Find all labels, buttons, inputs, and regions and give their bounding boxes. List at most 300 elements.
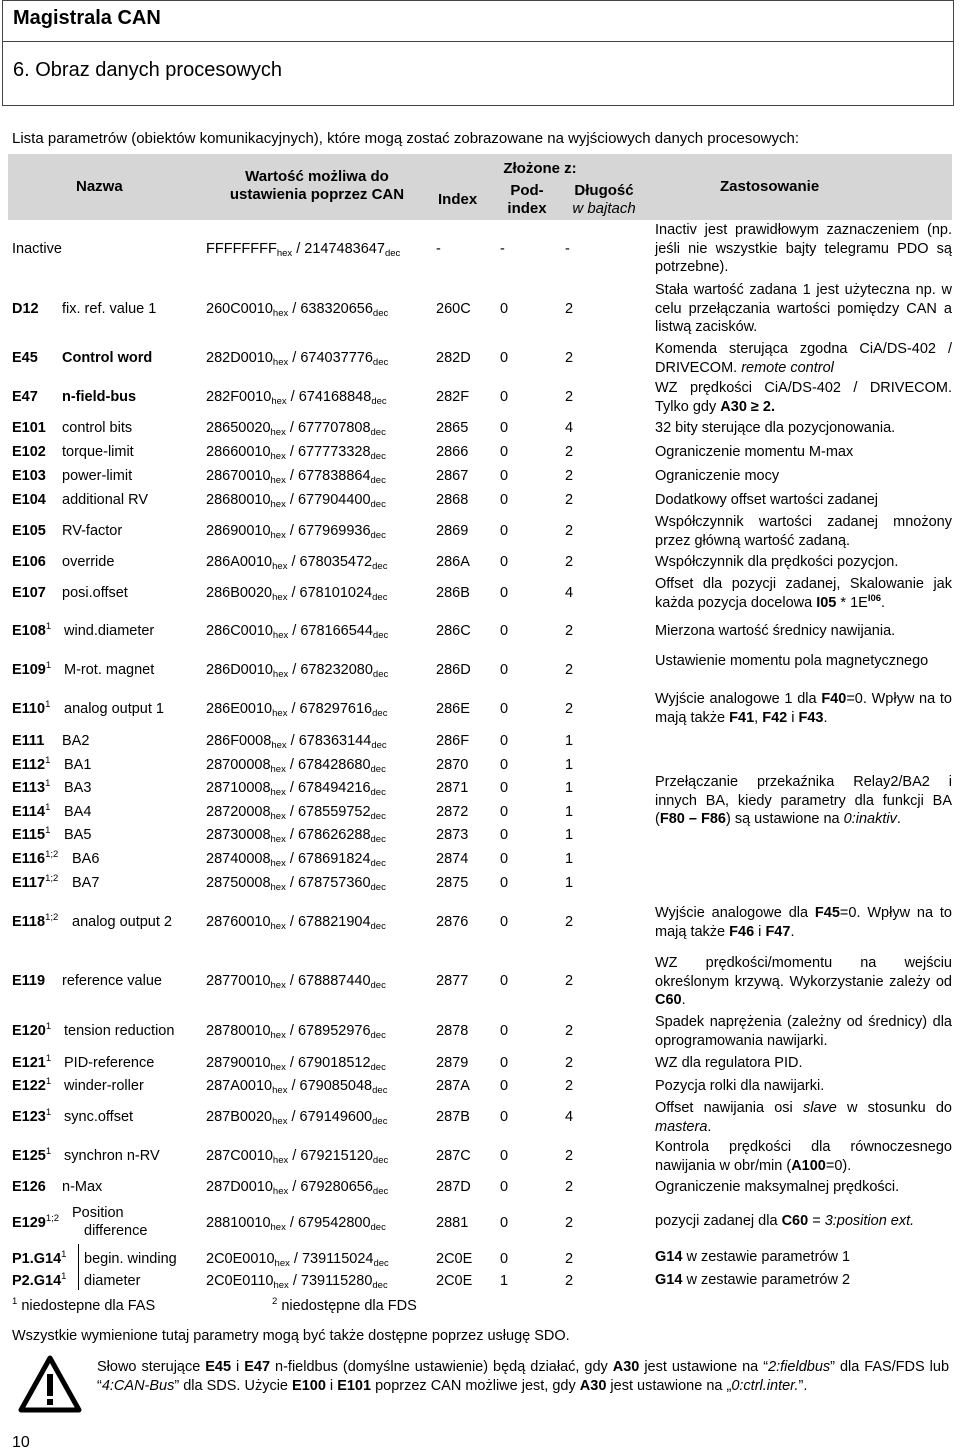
row-value-part: hex [270, 980, 286, 991]
row-value-part: hex [270, 1222, 286, 1233]
row-subindex: 0 [500, 662, 509, 678]
row-value-part: dec [372, 1116, 388, 1127]
row-length: 2 [565, 389, 574, 405]
row-index: 286C [436, 623, 471, 639]
t2: w zestawie parametrów 1 [682, 1249, 851, 1265]
row-name [64, 1147, 160, 1165]
app-e47 [655, 379, 952, 416]
row-value-part: / [292, 350, 297, 366]
row-value-part: dec [372, 669, 389, 680]
row-value-part: dec [370, 980, 386, 991]
row-name-text: wind.diameter [64, 623, 155, 639]
row-code-text: E102 [12, 444, 46, 460]
row-footnote-mark: 1;2 [45, 873, 59, 884]
app-e47-cond: ≥ 2. [746, 398, 775, 415]
row-name [64, 1108, 133, 1126]
row-value-part: dec [370, 921, 386, 932]
row-value-part: hex [271, 740, 287, 751]
col-header-wartosc-line2: ustawienia poprzez CAN [229, 186, 405, 203]
row-value [206, 874, 386, 892]
row-value-part: hex [272, 669, 289, 680]
row-value-part: / [289, 1215, 294, 1231]
app-e45-remote: remote control [741, 359, 834, 376]
row-value-part: 678363144 [298, 733, 372, 749]
row-value [206, 467, 386, 485]
row-value-part: / [296, 241, 301, 257]
app-e45-text: Komenda sterująca zgodna CiA/DS-402 / DRIVECOM. [655, 341, 952, 376]
app-e47-text: WZ prędkości CiA/DS-402 / DRIVECOM. Tylko gdy [655, 380, 952, 415]
t: ” dla FAS/FDS lub “ [97, 1359, 950, 1394]
row-value [206, 443, 386, 461]
row-footnote-mark: 1 [45, 621, 52, 632]
row-value-part: hex [272, 357, 289, 368]
row-value-part: hex [272, 561, 288, 572]
app-e109: Ustawienie momentu pola magnetycznego [655, 653, 929, 669]
row-value [206, 850, 386, 868]
footnote-2-text: niedostępne dla FDS [281, 1298, 417, 1314]
row-value-part: 678035472 [299, 554, 373, 570]
header-subtitle: 6. Obraz danych procesowych [13, 59, 283, 81]
row-index: 2876 [436, 914, 469, 930]
row-value-part: 677773328 [297, 444, 371, 460]
app-g14-1 [655, 1248, 952, 1267]
row-value-part: dec [372, 357, 389, 368]
row-code [12, 553, 46, 571]
row-code [12, 1054, 51, 1072]
row-value-part: hex [276, 248, 293, 259]
row-subindex: 0 [500, 701, 509, 717]
row-value-part: 674037776 [300, 350, 373, 366]
footnote-1-text: niedostepne dla FAS [21, 1298, 156, 1314]
row-subindex: 0 [500, 1023, 509, 1039]
row-length: 2 [565, 468, 574, 484]
row-value-part: dec [370, 451, 386, 462]
row-value-part: 739115280 [300, 1273, 373, 1289]
row-code-text: D12 [12, 301, 39, 317]
row-name-text: synchron n-RV [64, 1148, 160, 1164]
t: A30 [612, 1359, 640, 1375]
row-name-text: Control word [62, 350, 153, 366]
row-name [62, 1178, 102, 1196]
app-e107-i05: I05 [816, 594, 837, 611]
row-subindex: 0 [500, 1179, 509, 1195]
row-value [206, 661, 388, 679]
col-header-podindex-line2: index [507, 200, 547, 217]
row-length: 1 [565, 827, 574, 843]
t: E101 [337, 1378, 372, 1394]
row-value-part: 28810010 [206, 1215, 271, 1231]
row-name [62, 972, 162, 990]
row-index: 287B [436, 1109, 470, 1125]
row-name-text: power-limit [62, 468, 133, 484]
row-name-text: tension reduction [64, 1023, 175, 1039]
row-name-text: n-field-bus [62, 389, 137, 405]
row-value-part: dec [372, 592, 388, 603]
col-header-nazwa: Nazwa [76, 178, 123, 195]
app-e104: Dodatkowy offset wartości zadanej [655, 492, 878, 508]
row-index: 2873 [436, 827, 469, 843]
row-value-part: dec [370, 475, 386, 486]
row-index: 2877 [436, 973, 469, 989]
row-value-part: 678559752 [297, 804, 371, 820]
app-e107 [655, 575, 952, 612]
col-header-dlugosc-line2: w bajtach [572, 200, 636, 217]
row-name [64, 803, 91, 821]
t: jest ustawione na “ [639, 1359, 769, 1375]
row-code [12, 874, 58, 892]
row-value [206, 1214, 386, 1232]
row-index: 286B [436, 585, 470, 601]
t: 2:fieldbus [768, 1359, 831, 1375]
row-value-part: dec [372, 561, 388, 572]
t1: G14 [655, 1249, 683, 1265]
row-value-part: 260C0010 [206, 301, 273, 317]
col-header-dlugosc-line1: Długość [574, 182, 634, 199]
row-subindex: 0 [500, 875, 509, 891]
row-value-part: / [290, 389, 295, 405]
row-index: 2875 [436, 875, 469, 891]
row-value-part: dec [370, 787, 386, 798]
row-value-part: 28780010 [206, 1023, 271, 1039]
row-name-text: BA6 [72, 851, 100, 867]
t: 0:ctrl.inter. [731, 1378, 799, 1394]
row-subindex: 0 [500, 523, 509, 539]
row-subindex: 0 [500, 1109, 509, 1125]
row-value-part: 678166544 [300, 623, 373, 639]
row-name-text: additional RV [62, 492, 148, 508]
row-value-part: / [289, 1023, 294, 1039]
row-name [62, 443, 134, 461]
row-value-part: 679542800 [297, 1215, 371, 1231]
row-value-part: / [289, 973, 294, 989]
row-value-part: 679149600 [299, 1109, 373, 1125]
row-name [64, 826, 91, 844]
row-name [64, 622, 154, 640]
row-value [206, 1147, 388, 1165]
t5: . [707, 1118, 712, 1135]
row-value-part: dec [372, 308, 389, 319]
row-code-text: E109 [12, 662, 46, 678]
row-length: 2 [565, 1055, 574, 1071]
row-footnote-mark: 1;2 [45, 849, 59, 860]
row-value [206, 522, 386, 540]
row-value-part: 28730008 [206, 827, 271, 843]
row-footnote-mark: 1 [45, 699, 51, 710]
row-value-part: 678887440 [297, 973, 371, 989]
row-subindex: 1 [500, 1273, 509, 1289]
t3: = [808, 1213, 825, 1229]
row-value-part: / [292, 662, 297, 678]
row-index: 287A [436, 1078, 470, 1094]
row-value-part: 28650020 [206, 420, 271, 436]
row-value-part: / [292, 1148, 297, 1164]
row-code-text: E103 [12, 468, 46, 484]
warning-triangle-icon [18, 1355, 82, 1417]
t: E45 [205, 1359, 232, 1375]
row-code-text: Inactive [12, 241, 62, 257]
row-value-part: dec [370, 530, 386, 541]
row-code [12, 300, 39, 318]
t3: . [681, 992, 686, 1008]
t: Słowo sterujące [97, 1359, 206, 1375]
row-subindex: 0 [500, 733, 509, 749]
app-e122: Pozycja rolki dla nawijarki. [655, 1078, 825, 1094]
row-value-part: dec [370, 834, 386, 845]
g14-bracket [78, 1244, 80, 1290]
row-value-part: 678494216 [297, 780, 371, 796]
row-value-part: dec [370, 1062, 386, 1073]
row-index: 2867 [436, 468, 469, 484]
row-code-text: E113 [12, 780, 46, 796]
row-value-part: 678691824 [297, 851, 371, 867]
row-value-part: dec [371, 396, 387, 407]
t: E47 [244, 1359, 271, 1375]
row-index: 2C0E [436, 1251, 473, 1267]
row-length: 2 [565, 301, 574, 317]
row-value-part: 282D0010 [206, 350, 273, 366]
row-value-part: 678821904 [297, 914, 371, 930]
row-length: 2 [565, 662, 574, 678]
row-length: 1 [565, 757, 574, 773]
row-subindex: 0 [500, 1215, 509, 1231]
row-subindex: 0 [500, 420, 509, 436]
row-value-part: dec [370, 499, 386, 510]
app-g14-2 [655, 1271, 952, 1290]
row-name-text: sync.offset [64, 1109, 134, 1125]
row-index: 287C [436, 1148, 471, 1164]
row-value-part: hex [274, 1258, 290, 1269]
row-code [12, 1272, 66, 1290]
row-value-part: hex [272, 1085, 288, 1096]
app-e107-mult: * 1E [836, 594, 868, 611]
t7: i [787, 709, 799, 726]
row-footnote-mark: 1 [61, 1271, 67, 1282]
row-value-part: 282F0010 [206, 389, 272, 405]
row-value [206, 419, 386, 437]
row-subindex: 0 [500, 623, 509, 639]
t5: , [754, 709, 763, 726]
app-e118 [655, 904, 952, 941]
row-value-part: / [289, 757, 294, 773]
app-e101: 32 bity sterujące dla pozycjonowania. [655, 420, 896, 436]
t2: F80 [659, 811, 685, 827]
row-value-part: / [291, 585, 296, 601]
row-index: 2C0E [436, 1273, 473, 1289]
row-value-part: 678428680 [297, 757, 371, 773]
row-subindex: 0 [500, 301, 509, 317]
row-length: 2 [565, 523, 574, 539]
row-value-part: hex [270, 451, 286, 462]
t4: mastera [655, 1118, 708, 1135]
row-value-part: 677838864 [297, 468, 371, 484]
row-length: - [565, 241, 570, 257]
row-value-part: hex [270, 834, 286, 845]
row-name [62, 732, 89, 750]
row-subindex: 0 [500, 757, 509, 773]
row-code-text: E111 [12, 733, 45, 749]
row-code [12, 732, 44, 750]
row-value-part: dec [372, 1085, 388, 1096]
row-code [12, 388, 38, 406]
row-subindex: 0 [500, 389, 509, 405]
row-index: - [436, 241, 441, 257]
row-value [206, 584, 387, 602]
row-footnote-mark: 1 [45, 1053, 52, 1064]
app-d12: Stała wartość zadana 1 jest użyteczna np. w celu przełączania wartości pomiędzy CAN a listwą zacisków. [655, 282, 952, 335]
row-name [72, 1204, 147, 1240]
row-value-part: hex [271, 396, 287, 407]
row-code [12, 1022, 51, 1040]
intro-text: Lista parametrów (obiektów komunikacyjnych), które mogą zostać zobrazowane na wyjściowych danych procesowych: [12, 130, 800, 147]
row-code-text: E119 [12, 973, 46, 989]
row-value-part: 677707808 [297, 420, 371, 436]
t6: F42 [762, 709, 788, 726]
row-value [206, 1272, 388, 1290]
row-name [72, 850, 99, 868]
row-name [62, 349, 152, 367]
row-length: 2 [565, 554, 574, 570]
row-length: 2 [565, 1251, 574, 1267]
row-index: 282D [436, 350, 471, 366]
row-value [206, 553, 387, 571]
row-value-part: 28720008 [206, 804, 271, 820]
row-value-part: hex [270, 475, 286, 486]
row-value-part: hex [270, 764, 286, 775]
app-e107-end: . [881, 594, 886, 611]
app-e103: Ograniczenie mocy [655, 468, 780, 484]
t3: =0). [825, 1157, 852, 1174]
row-code [12, 756, 50, 774]
t: n-fieldbus (domyślne ustawienie) będą działać, gdy [270, 1359, 613, 1375]
t: ” dla SDS. Użycie [174, 1378, 293, 1394]
row-value-part: 678101024 [299, 585, 373, 601]
row-code-text: E121 [12, 1055, 46, 1071]
row-code-text: E126 [12, 1179, 46, 1195]
row-name-text: analog output 1 [64, 701, 164, 717]
row-code [12, 826, 50, 844]
t7: . [790, 923, 795, 940]
row-name-text: begin. winding [84, 1251, 177, 1267]
row-index: 260C [436, 301, 471, 317]
row-code [12, 913, 58, 931]
row-code [12, 419, 46, 437]
row-value-part: 286B0020 [206, 585, 273, 601]
row-length: 1 [565, 780, 574, 796]
row-name-text: override [62, 554, 115, 570]
row-value-part: 28690010 [206, 523, 271, 539]
row-value-part: 678626288 [297, 827, 371, 843]
row-index: 2879 [436, 1055, 469, 1071]
row-code-text: E114 [12, 804, 46, 820]
col-header-wartosc-line1: Wartość możliwa do [245, 168, 389, 185]
col-header-podindex [500, 182, 554, 218]
t7: . [896, 811, 901, 827]
row-value-part: / [289, 804, 294, 820]
t2: F40 [821, 691, 847, 707]
row-code [12, 1077, 51, 1095]
row-value-part: 28700008 [206, 757, 271, 773]
row-index: 286E [436, 701, 470, 717]
row-value [206, 1250, 389, 1268]
row-name-text: BA2 [62, 733, 90, 749]
row-value-part: 286E0010 [206, 701, 273, 717]
row-value-part: 28670010 [206, 468, 271, 484]
row-value-part: dec [370, 858, 386, 869]
row-value [206, 1108, 387, 1126]
row-name-text: BA7 [72, 875, 100, 891]
row-value-part: 287B0020 [206, 1109, 273, 1125]
t1: Wyjście analogowe dla [655, 905, 815, 921]
row-code-text: E116 [12, 851, 46, 867]
row-subindex: 0 [500, 444, 509, 460]
row-value [206, 622, 388, 640]
col-header-podindex-line1: Pod- [510, 182, 544, 199]
row-value [206, 700, 387, 718]
row-name [62, 584, 128, 602]
app-e47-a30: A30 [720, 398, 747, 415]
row-index: 2868 [436, 492, 469, 508]
row-code [12, 779, 50, 797]
t8: F43 [798, 709, 824, 726]
row-index: 2866 [436, 444, 469, 460]
row-value-part: 286A0010 [206, 554, 273, 570]
row-code-text: E104 [12, 492, 46, 508]
row-name [62, 388, 136, 406]
row-subindex: 0 [500, 827, 509, 843]
t1: Wyjście analogowe 1 dla [655, 691, 822, 707]
row-value [206, 779, 386, 797]
row-name [72, 874, 99, 892]
row-index: 286D [436, 662, 471, 678]
row-value-part: 2147483647 [304, 241, 385, 257]
row-value-part: 28710008 [206, 780, 271, 796]
row-length: 2 [565, 623, 574, 639]
row-value-part: 679280656 [300, 1179, 373, 1195]
row-length: 1 [565, 875, 574, 891]
t1: Kontrola prędkości dla równoczesnego nawijania w obr/min ( [655, 1139, 952, 1174]
row-length: 1 [565, 733, 574, 749]
row-value-part: 678952976 [297, 1023, 371, 1039]
row-value-part: hex [272, 1186, 289, 1197]
row-name-text: BA4 [64, 804, 92, 820]
row-value [206, 300, 388, 318]
warning-note [97, 1358, 949, 1396]
row-code [12, 972, 45, 990]
row-value-part: / [292, 301, 297, 317]
row-name [62, 467, 132, 485]
row-value-part: 674168848 [298, 389, 372, 405]
row-value-part: dec [370, 764, 386, 775]
app-e106: Współczynnik dla prędkości pozycjon. [655, 554, 899, 570]
page-header [2, 0, 954, 106]
app-e129 [655, 1212, 952, 1231]
row-value-part: 286F0008 [206, 733, 272, 749]
row-code [12, 443, 46, 461]
row-code-text: E110 [12, 701, 46, 717]
row-code [12, 584, 46, 602]
row-subindex: - [500, 241, 505, 257]
app-e107-i06: I06 [867, 592, 882, 604]
row-footnote-mark: 1 [45, 802, 51, 813]
row-value-part: hex [270, 530, 286, 541]
row-length: 2 [565, 1023, 574, 1039]
row-value-part: hex [270, 811, 286, 822]
row-value-part: / [291, 1109, 296, 1125]
row-subindex: 0 [500, 350, 509, 366]
row-name [64, 779, 91, 797]
row-code [12, 1147, 51, 1165]
row-code-text: E120 [12, 1023, 46, 1039]
